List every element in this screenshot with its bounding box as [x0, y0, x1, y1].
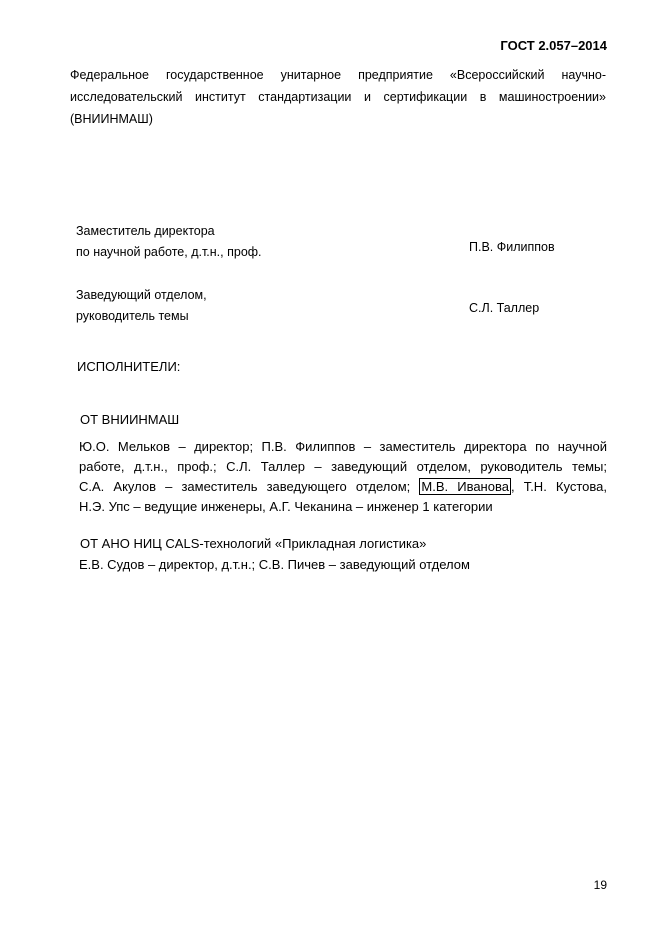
executors-heading: ИСПОЛНИТЕЛИ: — [77, 359, 181, 374]
organization-name — [70, 64, 606, 130]
executors-line-end: , Т.Н. Кустова, — [510, 479, 607, 494]
executors-line: Е.В. Судов – директор, д.т.н.; С.В. Пичев – заведующий отделом — [79, 557, 470, 572]
executors-line: Н.Э. Упс – ведущие инженеры, А.Г. Чеканина – инженер 1 категории — [79, 499, 493, 514]
executors-group-title: ОТ ВНИИНМАШ — [80, 412, 180, 427]
signature-name-deputy-director: П.В. Филиппов — [469, 240, 555, 254]
signature-role-line: руководитель темы — [76, 309, 189, 323]
signature-role-deputy-director — [76, 221, 262, 263]
document-code: ГОСТ 2.057–2014 — [500, 38, 607, 53]
signature-role-line: по научной работе, д.т.н., проф. — [76, 245, 262, 259]
executors-line: Ю.О. Мельков – директор; П.В. Филиппов – заместитель директора по научной — [79, 439, 607, 454]
executors-line — [79, 477, 607, 497]
signature-role-line: Заведующий отделом, — [76, 288, 207, 302]
executors-group-title: ОТ АНО НИЦ CALS-технологий «Прикладная логистика» — [80, 536, 427, 551]
organization-line: исследовательский институт стандартизации и сертификации в машиностроении» — [70, 90, 606, 104]
signature-name-head-of-department: С.Л. Таллер — [469, 301, 540, 315]
executors-group-body — [79, 555, 470, 575]
organization-line: Федеральное государственное унитарное предприятие «Всероссийский научно- — [70, 68, 606, 82]
page-number: 19 — [593, 878, 607, 892]
executors-line-start: С.А. Акулов – заместитель заведующего отделом; — [79, 479, 411, 494]
highlighted-name: М.В. Иванова — [421, 479, 509, 494]
executors-group-body — [79, 437, 607, 517]
signature-role-head-of-department — [76, 285, 207, 327]
signature-role-line: Заместитель директора — [76, 224, 215, 238]
organization-line: (ВНИИНМАШ) — [70, 112, 153, 126]
executors-line: работе, д.т.н., проф.; С.Л. Таллер – заведующий отделом, руководитель темы; — [79, 459, 607, 474]
